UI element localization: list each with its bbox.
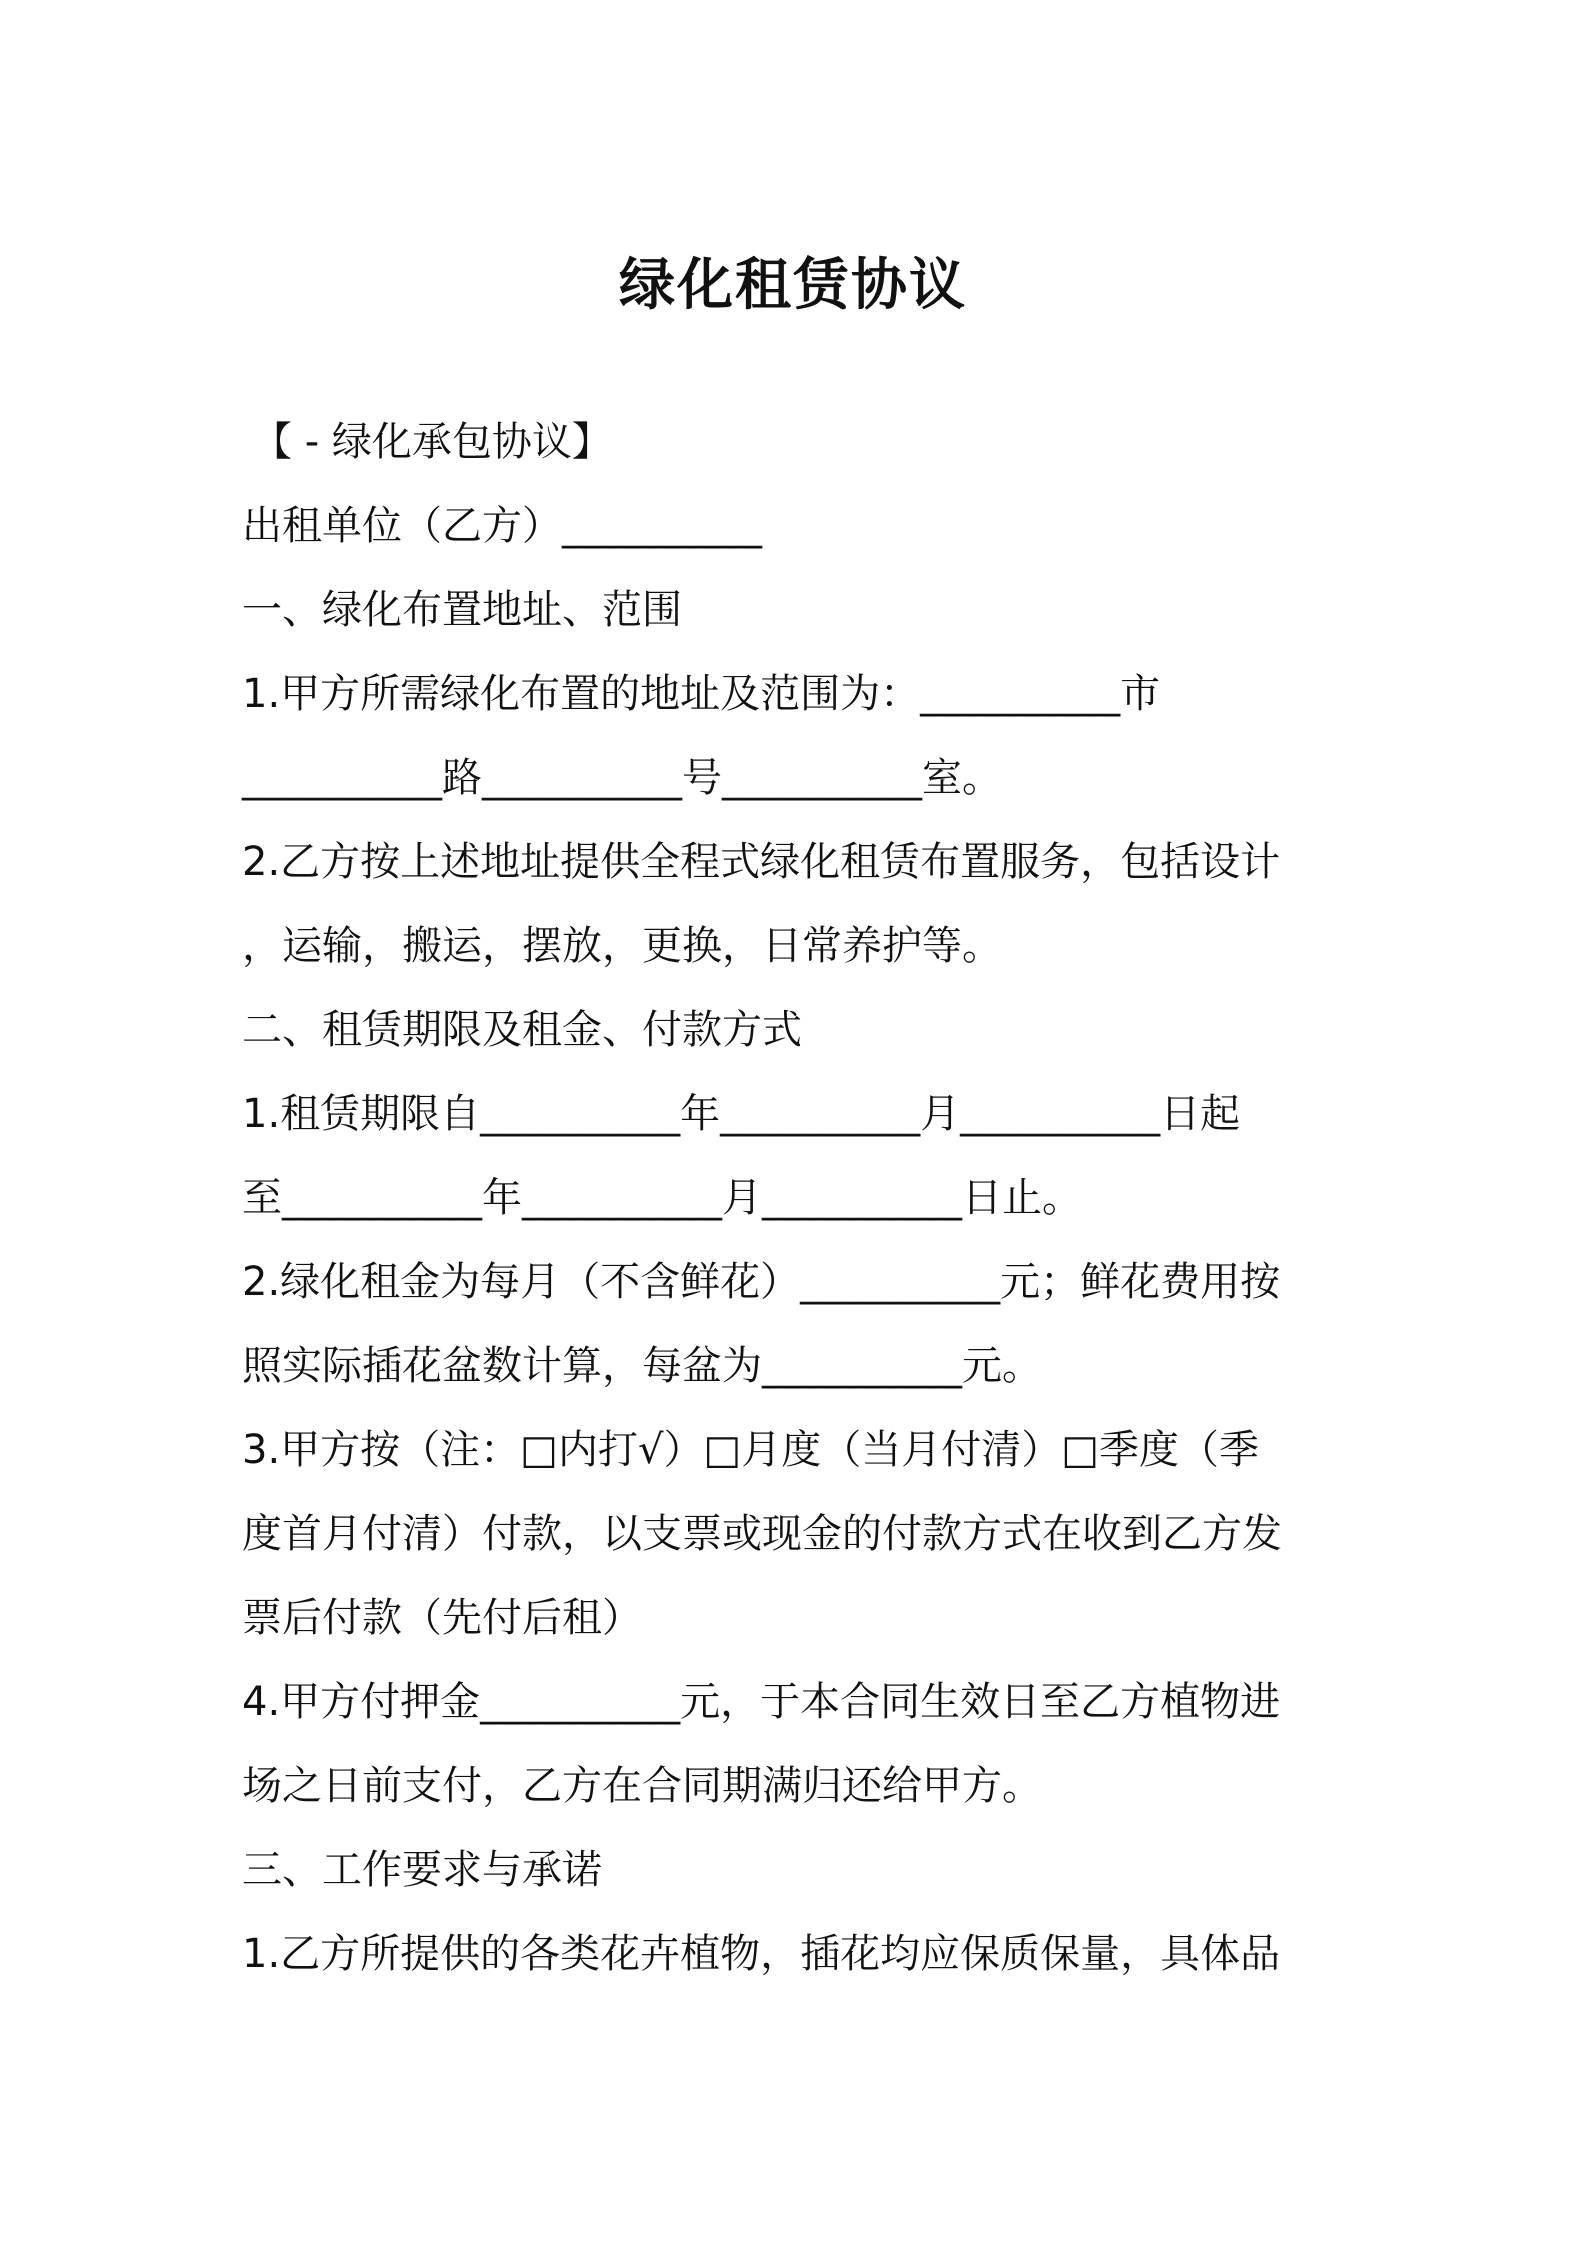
clause-3-1-line-1: 1.乙方所提供的各类花卉植物，插花均应保质保量，具体品	[242, 1931, 1281, 1977]
document-title: 绿化租赁协议	[619, 253, 967, 318]
section-heading-1: 一、绿化布置地址、范围	[242, 587, 682, 633]
subtitle-line: 【 - 绿化承包协议】	[252, 419, 612, 465]
clause-2-3-line-2: 度首月付清）付款，以支票或现金的付款方式在收到乙方发	[242, 1511, 1282, 1557]
clause-2-4-line-1: 4.甲方付押金__________元，于本合同生效日至乙方植物进	[242, 1679, 1281, 1725]
lessor-line: 出租单位（乙方）__________	[242, 503, 762, 549]
clause-2-3-line-1: 3.甲方按（注：□内打√）□月度（当月付清）□季度（季	[242, 1427, 1260, 1473]
section-heading-2: 二、租赁期限及租金、付款方式	[242, 1007, 802, 1053]
clause-2-2-line-2: 照实际插花盆数计算，每盆为__________元。	[242, 1343, 1042, 1389]
clause-2-4-line-2: 场之日前支付，乙方在合同期满归还给甲方。	[242, 1763, 1042, 1809]
clause-1-1-line-1: 1.甲方所需绿化布置的地址及范围为：__________市	[242, 671, 1161, 717]
clause-1-2-line-2: ，运输，搬运，摆放，更换，日常养护等。	[242, 923, 1002, 969]
clause-1-1-line-2: __________路__________号__________室。	[242, 755, 1002, 801]
clause-2-1-line-2: 至__________年__________月__________日止。	[242, 1175, 1082, 1221]
clause-2-3-line-3: 票后付款（先付后租）	[242, 1595, 642, 1641]
clause-2-2-line-1: 2.绿化租金为每月（不含鲜花）__________元；鲜花费用按	[242, 1259, 1281, 1305]
clause-1-2-line-1: 2.乙方按上述地址提供全程式绿化租赁布置服务，包括设计	[242, 839, 1281, 885]
clause-2-1-line-1: 1.租赁期限自__________年__________月__________日起	[242, 1091, 1241, 1137]
section-heading-3: 三、工作要求与承诺	[242, 1847, 602, 1893]
